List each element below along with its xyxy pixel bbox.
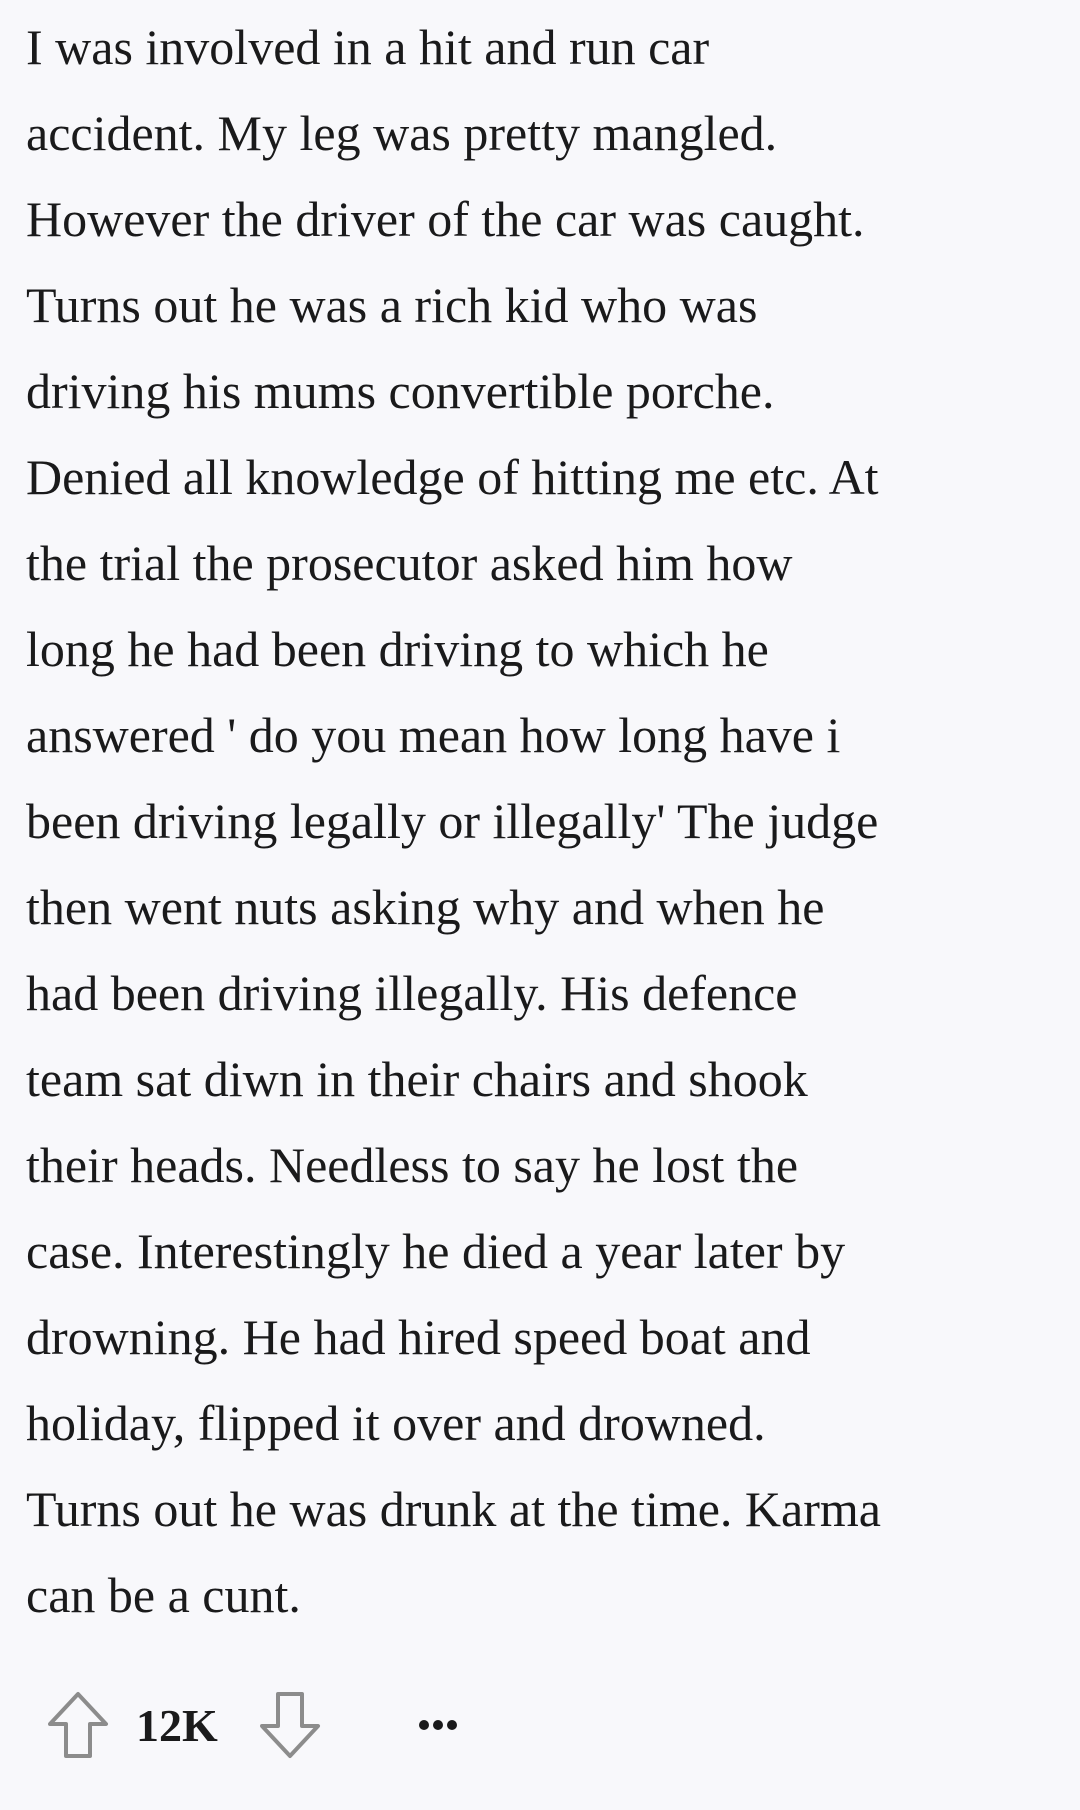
comment-line: Turns out he was a rich kid who was (26, 277, 758, 333)
comment-line: drowning. He had hired speed boat and (26, 1309, 811, 1365)
comment-line: long he had been driving to which he (26, 621, 769, 677)
comment-line: holiday, flipped it over and drowned. (26, 1395, 766, 1451)
upvote-button[interactable] (44, 1688, 112, 1762)
comment-line: accident. My leg was pretty mangled. (26, 105, 778, 161)
more-options-button[interactable] (408, 1695, 468, 1755)
comment-action-bar (44, 1685, 468, 1765)
comment-line: driving his mums convertible porche. (26, 363, 775, 419)
comment-line: However the driver of the car was caught. (26, 191, 865, 247)
vote-count: 12K (136, 1699, 218, 1751)
ellipsis-icon (418, 1719, 458, 1731)
arrow-up-outline-icon (46, 1690, 110, 1760)
comment-line: answered ' do you mean how long have i (26, 707, 841, 763)
comment-line: their heads. Needless to say he lost the (26, 1137, 799, 1193)
comment-line: Denied all knowledge of hitting me etc. At (26, 449, 879, 505)
comment-line: case. Interestingly he died a year later by (26, 1223, 846, 1279)
comment-line: team sat diwn in their chairs and shook (26, 1051, 808, 1107)
arrow-down-outline-icon (258, 1690, 322, 1760)
comment-line: can be a cunt. (26, 1567, 301, 1623)
downvote-button[interactable] (256, 1688, 324, 1762)
comment-line: had been driving illegally. His defence (26, 965, 798, 1021)
comment-line: the trial the prosecutor asked him how (26, 535, 793, 591)
comment-line: Turns out he was drunk at the time. Karma (26, 1481, 881, 1537)
comment-line: been driving legally or illegally' The judge (26, 793, 879, 849)
comment-line: I was involved in a hit and run car (26, 19, 710, 75)
comment-body (26, 0, 1066, 1638)
comment-line: then went nuts asking why and when he (26, 879, 825, 935)
